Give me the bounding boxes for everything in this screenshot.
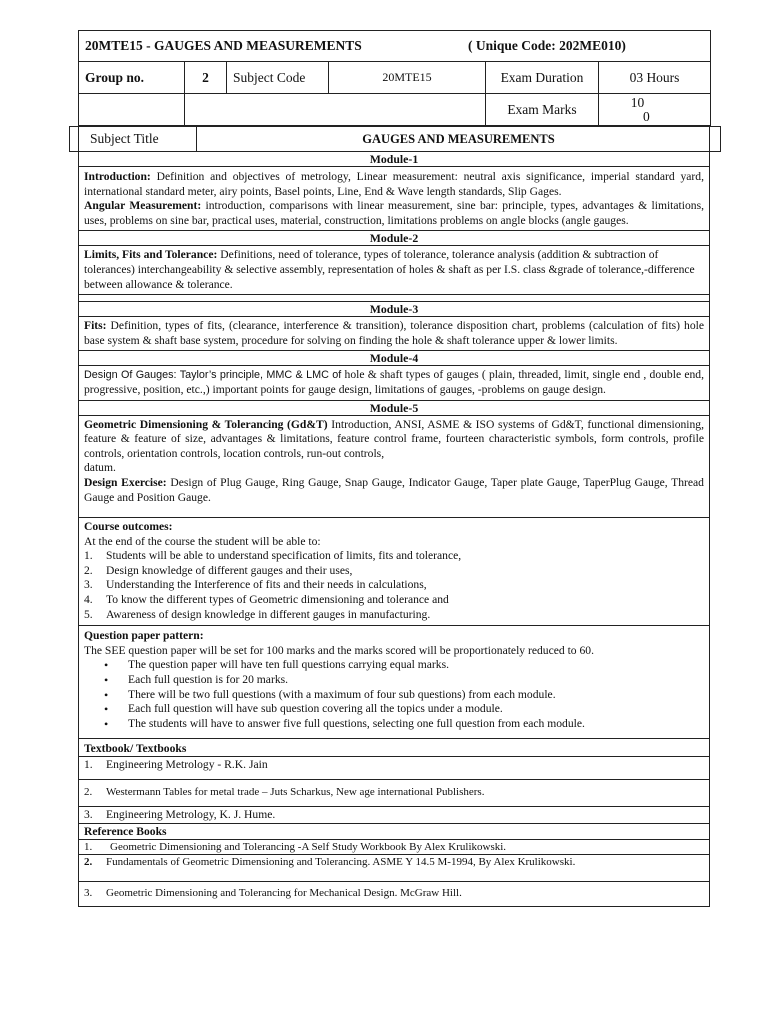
subject-title-row (78, 126, 710, 152)
syllabus-page (78, 30, 710, 907)
module-3-heading: Module-3 (78, 302, 710, 317)
course-title: 20MTE15 - GAUGES AND MEASUREMENTS (85, 38, 362, 53)
exercise-text: Design of Plug Gauge, Ring Gauge, Snap Gauge, Indicator Gauge, Taper plate Gauge, TaperPlug Gauge, Thread Gauge and Position Gauge. (84, 475, 704, 504)
unique-code: ( Unique Code: 202ME010) (468, 38, 626, 53)
textbooks-title: Textbook/ Textbooks (78, 739, 710, 757)
header-title-cell (79, 31, 711, 62)
subject-code-label: Subject Code (227, 62, 329, 94)
module-3-content (78, 317, 710, 351)
fits-label: Fits: (84, 319, 107, 333)
list-item: • The students will have to answer five full questions, selecting one full question from each module. (104, 716, 585, 731)
list-item: • The question paper will have ten full questions carrying equal marks. (104, 658, 449, 673)
module-5-content (78, 416, 710, 519)
gauges-label: Design Of Gauges: Taylor’s principle, MMC & LMC of (84, 369, 342, 382)
reference-row: 1. Geometric Dimensioning and Tolerancing -A Self Study Workbook By Alex Krulikowski. (78, 840, 710, 855)
module-2-heading: Module-2 (78, 231, 710, 246)
subject-title-label: Subject Title (70, 127, 197, 151)
angular-text: introduction, comparisons with linear measurement, sine bar: principle, types, advantages & limitations, uses, problems on sine bar, practical uses, material, construction, limitations problems on angle blocks (angle gauges. (84, 199, 704, 227)
list-item: • Each full question is for 20 marks. (104, 673, 289, 688)
course-outcomes-section (78, 518, 710, 626)
course-outcomes-intro: At the end of the course the student will be able to: (84, 534, 321, 548)
textbook-row: 3. Engineering Metrology, K. J. Hume. (78, 807, 710, 824)
empty-cell (79, 94, 185, 126)
subject-title-value: GAUGES AND MEASUREMENTS (362, 131, 555, 146)
exam-marks-value (599, 94, 711, 126)
exam-marks-label: Exam Marks (486, 94, 599, 126)
module-5-heading: Module-5 (78, 401, 710, 416)
group-label: Group no. (79, 62, 185, 94)
reference-row: 2. Fundamentals of Geometric Dimensioning and Tolerancing. ASME Y 14.5 M-1994, By Alex Krulikowski. (78, 855, 710, 882)
course-outcomes-list (84, 549, 704, 622)
limits-text: Definitions, need of tolerance, types of tolerance, tolerance analysis (addition & subtraction of tolerances) interchangeability & selective assembly, representation of holes & shaft as per I.S. class &grade of tolerance,-difference between allowance & tolerance. (84, 248, 695, 291)
gdt-text: Introduction, ANSI, ASME & ISO systems of Gd&T, functional dimensioning, feature & feature of size, advantages & limitations, feature control frame, fourteen characteristic symbols, form controls, profile controls, orientation controls, location controls, run-out controls, (84, 417, 704, 460)
gdt-label: Geometric Dimensioning & Tolerancing (Gd&T) (84, 417, 328, 431)
list-item: 4. To know the different types of Geometric dimensioning and tolerance and (84, 593, 449, 607)
subject-title-frame (69, 126, 721, 152)
exercise-label: Design Exercise: (84, 475, 167, 489)
module-1-heading: Module-1 (78, 152, 710, 167)
module-1-content (78, 167, 710, 231)
subject-code-value: 20MTE15 (329, 62, 486, 94)
list-item: 5. Awareness of design knowledge in different gauges in manufacturing. (84, 607, 431, 621)
gdt-text-datum: datum. (84, 461, 116, 475)
exam-duration-value: 03 Hours (599, 62, 711, 94)
spacer (78, 295, 710, 302)
list-item: 2. Design knowledge of different gauges and their uses, (84, 563, 353, 577)
module-2-content (78, 246, 710, 295)
module-4-heading: Module-4 (78, 351, 710, 366)
exam-marks-line1: 10 (630, 94, 645, 110)
module-4-content (78, 366, 710, 400)
list-item: 3. Understanding the Interference of fits and their needs in calculations, (84, 578, 427, 592)
question-pattern-intro: The SEE question paper will be set for 100 marks and the marks scored will be proportionately reduced to 60. (84, 643, 594, 657)
intro-label: Introduction: (84, 170, 151, 183)
exam-marks-line2: 0 (643, 108, 650, 124)
question-pattern-title: Question paper pattern: (84, 629, 204, 643)
list-item: • There will be two full questions (with a maximum of four sub questions) from each module. (104, 687, 556, 702)
angular-label: Angular Measurement: (84, 199, 202, 213)
intro-text: Definition and objectives of metrology, Linear measurement: neutral axis significance, imperial standard yard, international standard meter, airy points, Basel points, Line, End & Wave length standards, Slip Gages. (84, 170, 704, 198)
fits-text: Definition, types of fits, (clearance, interference & transition), tolerance disposition chart, problems (calculation of fits) hole base system & shaft base system, procedure for solving on finding the hole & shaft tolerance upper & lower limits. (84, 319, 704, 347)
group-value: 2 (185, 62, 227, 94)
limits-label: Limits, Fits and Tolerance: (84, 248, 218, 262)
empty-cell (185, 94, 486, 126)
question-pattern-list (84, 658, 704, 731)
gauges-text: hole & shaft types of gauges ( plain, threaded, limit, single end , double end, progressive, position, etc.,) important points for gauge design, limitations of gauges, -problems on gauge design. (84, 368, 704, 396)
reference-books-title: Reference Books (78, 824, 710, 840)
reference-row: 3. Geometric Dimensioning and Tolerancing for Mechanical Design. McGraw Hill. (78, 882, 710, 907)
exam-duration-label: Exam Duration (486, 62, 599, 94)
list-item: 1. Students will be able to understand specification of limits, fits and tolerance, (84, 549, 462, 563)
textbook-row: 1. Engineering Metrology - R.K. Jain (78, 757, 710, 780)
question-pattern-section (78, 626, 710, 739)
list-item: • Each full question will have sub question covering all the topics under a module. (104, 702, 503, 717)
header-table (78, 30, 711, 126)
course-outcomes-title: Course outcomes: (84, 520, 173, 534)
textbook-row: 2. Westermann Tables for metal trade – Juts Scharkus, New age international Publishers. (78, 780, 710, 807)
